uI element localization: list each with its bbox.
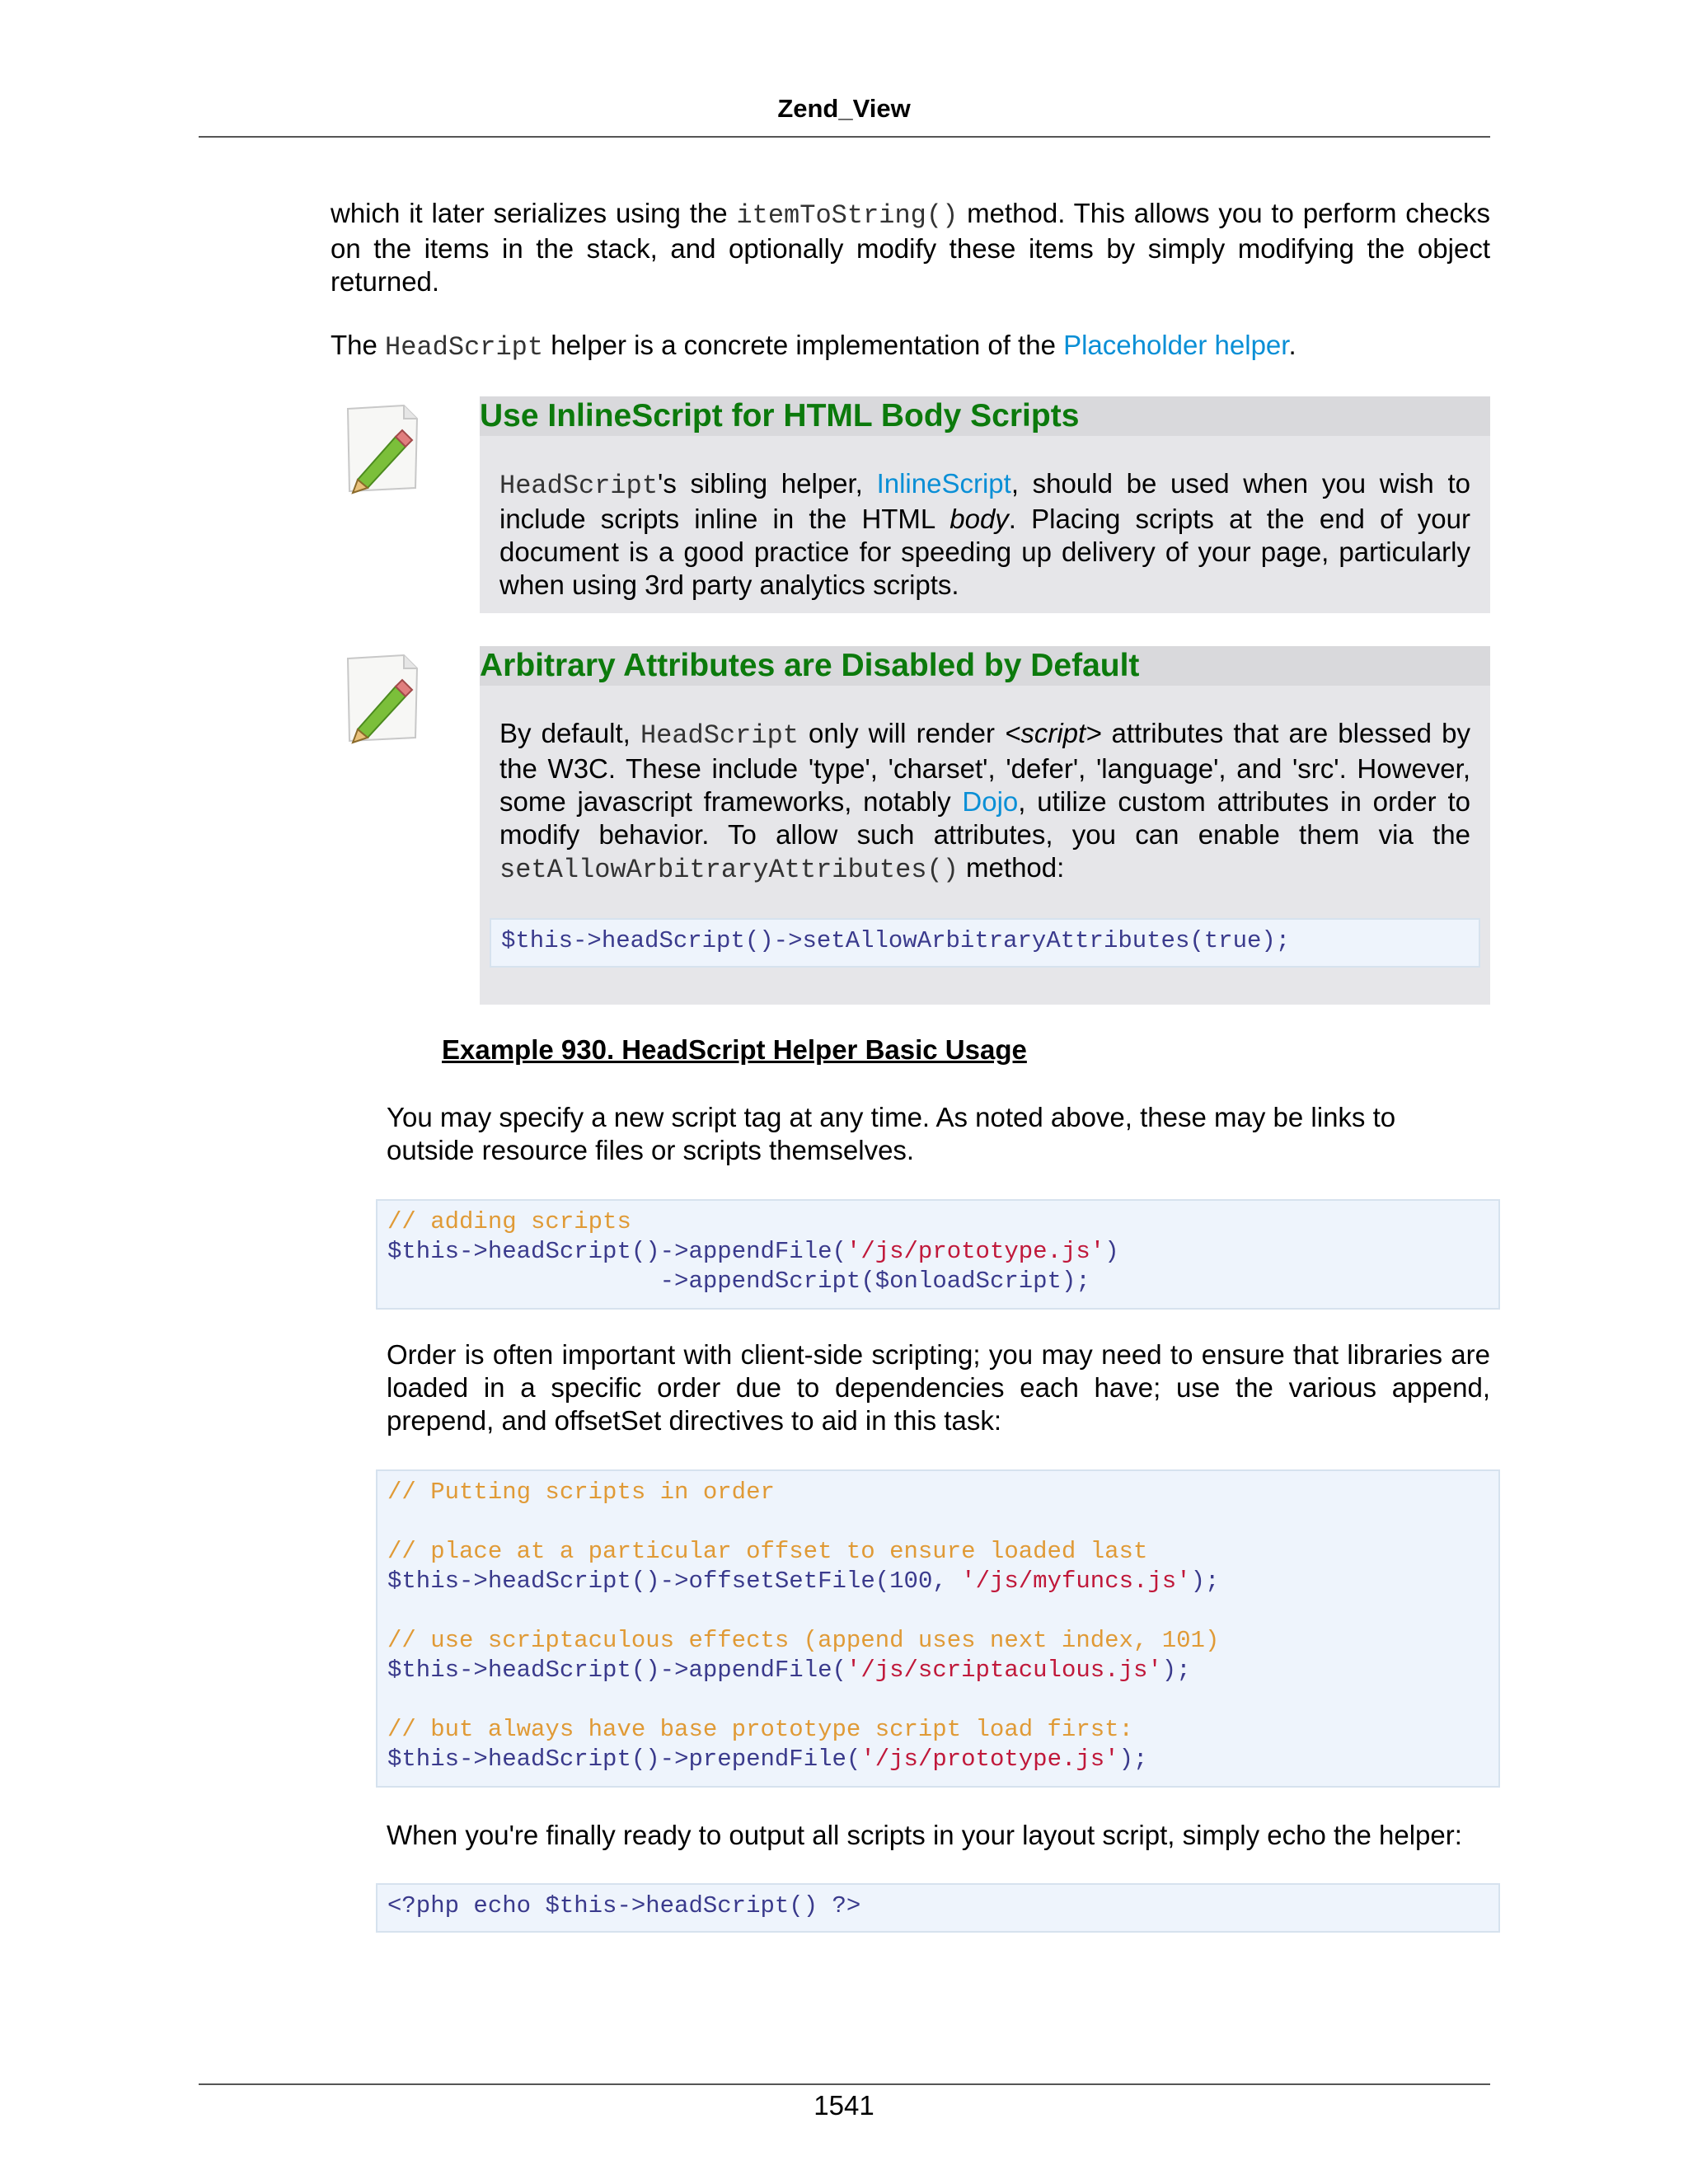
page-number: 1541: [814, 2090, 874, 2121]
text: which it later serializes using the: [331, 198, 737, 228]
code-token: $this: [501, 927, 574, 954]
inline-code: HeadScript: [640, 720, 799, 751]
dojo-link[interactable]: Dojo: [962, 786, 1019, 817]
placeholder-helper-link[interactable]: Placeholder helper: [1063, 330, 1289, 360]
code-token: appendFile: [688, 1657, 832, 1684]
emphasis: body: [950, 504, 1009, 534]
code-token: (): [631, 1568, 660, 1595]
code-token: ->: [773, 927, 803, 954]
code-token: ->: [659, 1746, 689, 1773]
text: attributes that are blessed by the W3C. These include 'type', 'charset', 'defer', 'language', and 'src'. However, some javascript frameworks, notably: [499, 718, 1470, 817]
code-token: ->: [459, 1657, 488, 1684]
code-token: (true);: [1189, 927, 1291, 954]
text: method:: [958, 852, 1065, 883]
code-token: headScript: [487, 1657, 631, 1684]
note-title: Arbitrary Attributes are Disabled by Default: [480, 646, 1490, 686]
code-token: ->: [659, 1657, 689, 1684]
inline-code: itemToString(): [736, 200, 959, 231]
text: .: [1288, 330, 1296, 360]
code-token: ,: [932, 1568, 962, 1595]
running-header: Zend_View: [777, 94, 911, 123]
code-token: ?>: [832, 1892, 861, 1919]
pencil-note-icon: [338, 401, 424, 496]
code-token: );: [1118, 1746, 1148, 1773]
code-comment: // use scriptaculous effects (append uses next index, 101): [387, 1627, 1220, 1654]
placeholder-paragraph: [331, 329, 1490, 364]
code-string: '/js/prototype.js': [846, 1238, 1105, 1265]
code-token: headScript: [487, 1568, 631, 1595]
text: By default,: [499, 718, 640, 748]
example-paragraph: You may specify a new script tag at any time. As noted above, these may be links to outside resource files or scripts themselves.: [387, 1102, 1396, 1165]
code-comment: // adding scripts: [387, 1208, 631, 1235]
code-token: (: [846, 1746, 861, 1773]
inlinescript-note: [480, 396, 1490, 613]
code-token: headScript: [645, 1892, 790, 1919]
code-token: $this: [387, 1657, 460, 1684]
code-token: ->: [459, 1746, 488, 1773]
code-token: $this: [387, 1568, 460, 1595]
code-token: (): [631, 1657, 660, 1684]
code-token: headScript: [487, 1746, 631, 1773]
code-token: ->: [459, 1238, 488, 1265]
code-token: (: [874, 1568, 890, 1595]
code-token: appendScript: [688, 1268, 861, 1295]
code-token: <?php: [387, 1892, 474, 1919]
code-token: (): [789, 1892, 832, 1919]
code-token: ->: [573, 927, 602, 954]
order-paragraph: Order is often important with client-side scripting; you may need to ensure that libraries are loaded in a specific order due to dependencies each have; use the various append, prepend, and offsetSet directives to aid in this task:: [387, 1339, 1490, 1436]
code-block-ordering-scripts: [376, 1469, 1500, 1788]
pencil-note-icon: [338, 650, 424, 746]
code-token: ->: [659, 1268, 689, 1295]
note-body: [499, 467, 1470, 602]
code-token: ->: [617, 1892, 646, 1919]
code-token: ->: [659, 1568, 689, 1595]
output-paragraph: When you're finally ready to output all scripts in your layout script, simply echo the helper:: [387, 1820, 1462, 1850]
code-block: [490, 918, 1480, 968]
code-comment: // Putting scripts in order: [387, 1479, 775, 1506]
code-token: headScript: [601, 927, 745, 954]
code-comment: // place at a particular offset to ensure loaded last: [387, 1538, 1148, 1565]
code-comment: // but always have base prototype script load first:: [387, 1716, 1133, 1743]
code-token: setAllowArbitraryAttributes: [802, 927, 1190, 954]
code-token: offsetSetFile: [688, 1568, 875, 1595]
inline-code: HeadScript: [385, 332, 544, 363]
arbitrary-attributes-note: [480, 646, 1490, 1005]
code-indent: [387, 1268, 660, 1295]
text: . Placing scripts at the end of your document is a good practice for speeding up delivery of your page, particularly when using 3rd party analytics scripts.: [499, 504, 1470, 600]
code-string: '/js/prototype.js': [860, 1746, 1119, 1773]
code-token: (: [832, 1657, 846, 1684]
example-title: Example 930. HeadScript Helper Basic Usage: [442, 1034, 1027, 1065]
text: 's sibling helper,: [658, 468, 877, 499]
code-token: $this: [545, 1892, 617, 1919]
text: The: [331, 330, 386, 360]
code-token: $this: [387, 1238, 460, 1265]
inlinescript-link[interactable]: InlineScript: [876, 468, 1011, 499]
text: only will render: [798, 718, 1006, 748]
inline-code: setAllowArbitraryAttributes(): [499, 855, 959, 885]
note-body: [499, 717, 1470, 887]
code-token: (: [832, 1238, 846, 1265]
emphasis: <script>: [1005, 718, 1102, 748]
code-token: (): [631, 1238, 660, 1265]
text: , utilize custom attributes in order to modify behavior. To allow such attributes, you can enable them via the: [499, 786, 1470, 850]
code-token: (): [631, 1746, 660, 1773]
code-block-adding-scripts: [376, 1199, 1500, 1310]
intro-paragraph: [331, 197, 1490, 298]
code-token: ->: [459, 1568, 488, 1595]
note-title: Use InlineScript for HTML Body Scripts: [480, 396, 1490, 436]
text: , should be used when you wish to include scripts inline in the HTML: [499, 468, 1470, 534]
code-token: (: [860, 1268, 875, 1295]
code-token: );: [1161, 1657, 1191, 1684]
code-token: );: [1190, 1568, 1220, 1595]
code-block-echo-helper: [376, 1883, 1500, 1933]
code-token: prependFile: [688, 1746, 846, 1773]
text: method. This allows you to perform checks on the items in the stack, and optionally modify these items by simply modifying the object returned.: [331, 198, 1490, 297]
inline-code: HeadScript: [499, 471, 659, 501]
code-token: ->: [659, 1238, 689, 1265]
code-token: (): [744, 927, 774, 954]
footer-rule: [199, 2083, 1490, 2085]
code-string: '/js/scriptaculous.js': [846, 1657, 1162, 1684]
text: helper is a concrete implementation of the: [543, 330, 1064, 360]
code-keyword: echo: [473, 1892, 546, 1919]
header-rule: [199, 136, 1490, 138]
code-token: ): [1104, 1238, 1119, 1265]
code-string: '/js/myfuncs.js': [961, 1568, 1191, 1595]
code-token: $this: [387, 1746, 460, 1773]
code-token: appendFile: [688, 1238, 832, 1265]
code-token: );: [1061, 1268, 1090, 1295]
code-token: $onloadScript: [874, 1268, 1062, 1295]
code-number: 100: [889, 1568, 933, 1595]
code-token: headScript: [487, 1238, 631, 1265]
